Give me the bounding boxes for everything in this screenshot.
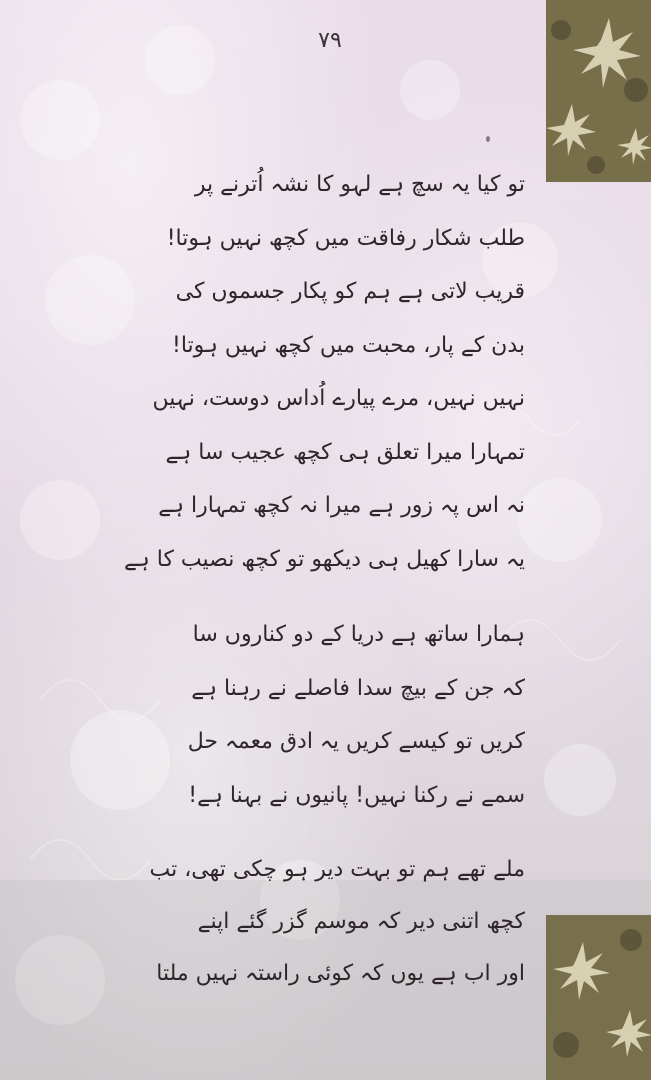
poem-line: تمہارا میرا تعلق ہی کچھ عجیب سا ہے xyxy=(165,439,525,465)
stanza-2 xyxy=(150,608,525,822)
poem-line: نہیں نہیں، مرے پیارے اُداس دوست، نہیں xyxy=(152,386,525,411)
top-corner-floral-image xyxy=(546,0,651,182)
poem-line: کچھ اتنی دیر کہ موسم گزر گئے اپنے xyxy=(197,909,525,934)
poem-line: کریں تو کیسے کریں یہ ادق معمہ حل xyxy=(187,729,525,754)
poem-line: سمے نے رکنا نہیں! پانیوں نے بہنا ہے! xyxy=(188,782,525,808)
poem-line: ہمارا ساتھ ہے دریا کے دو کناروں سا xyxy=(192,622,525,647)
poem-line: ملے تھے ہم تو بہت دیر ہو چکی تھی، تب xyxy=(149,857,525,882)
stanza-1 xyxy=(123,158,525,586)
poem xyxy=(123,158,525,1000)
poem-line: تو کیا یہ سچ ہے لہو کا نشہ اُترنے پر xyxy=(194,172,525,197)
poem-line: قریب لاتی ہے ہم کو پکار جسموں کی xyxy=(175,279,525,304)
stanza-3 xyxy=(150,844,525,1000)
poem-line: طلب شکار رفاقت میں کچھ نہیں ہوتا! xyxy=(166,225,525,251)
poem-line: اور اب ہے یوں کہ کوئی راستہ نہیں ملتا xyxy=(156,961,525,986)
poem-line: یہ سارا کھیل ہی دیکھو تو کچھ نصیب کا ہے xyxy=(123,546,525,572)
ink-speck xyxy=(486,136,490,142)
poem-line: نہ اس پہ زور ہے میرا نہ کچھ تمہارا ہے xyxy=(158,493,525,518)
poem-line: کہ جن کے بیچ سدا فاصلے نے رہنا ہے xyxy=(191,675,525,701)
poem-line: بدن کے پار، محبت میں کچھ نہیں ہوتا! xyxy=(172,332,525,358)
page-number: ۷۹ xyxy=(318,28,342,53)
bottom-corner-floral-image xyxy=(546,915,651,1080)
